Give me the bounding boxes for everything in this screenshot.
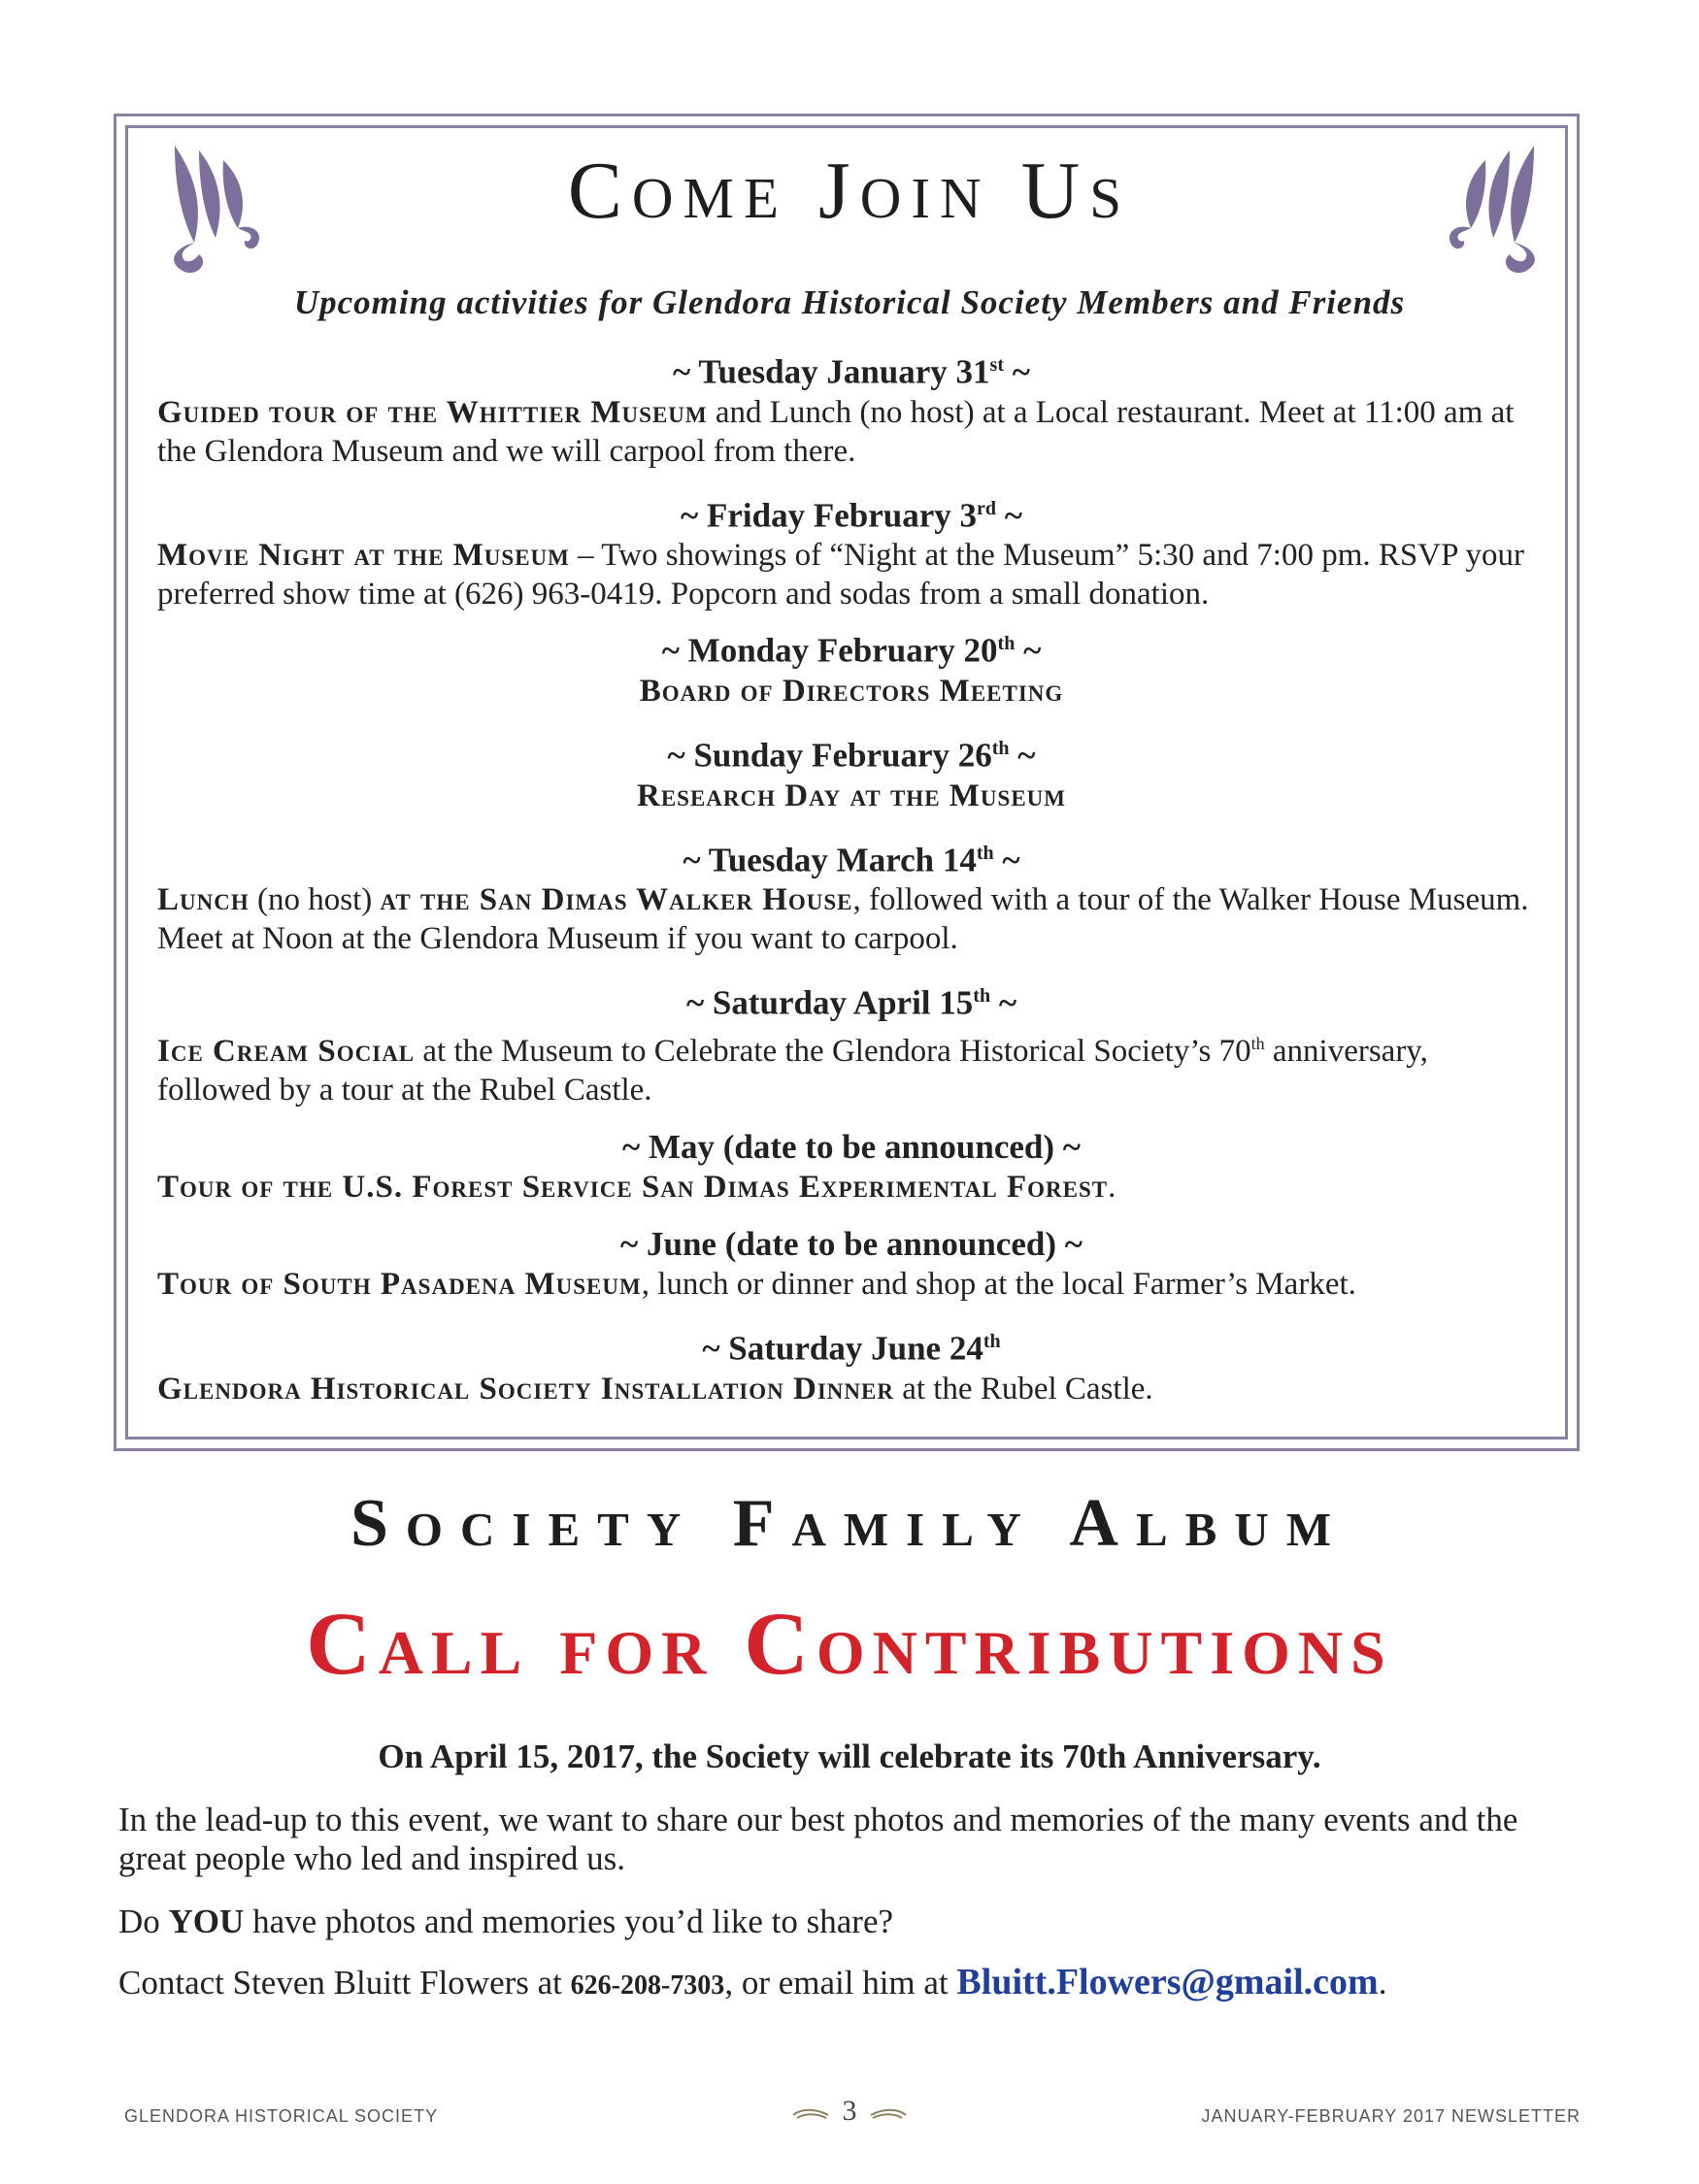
page-subtitle: Upcoming activities for Glendora Historical Society Members and Friends: [293, 283, 1406, 321]
event-item: [157, 1224, 1546, 1304]
event-item: [157, 728, 1546, 815]
album-heading: Society Family Album: [350, 1486, 1349, 1561]
event-date: ~ Tuesday January 31st ~: [673, 352, 1030, 391]
event-description: Tour of South Pasadena Museum, lunch or dinner and shop at the local Farmer’s Market.: [157, 1266, 1356, 1302]
event-item: [157, 833, 1546, 959]
event-date: ~ Friday February 3rd ~: [681, 496, 1022, 535]
event-item: [157, 623, 1546, 711]
event-description: Glendora Historical Society Installation Dinner at the Rubel Castle.: [157, 1371, 1153, 1406]
anniversary-statement: On April 15, 2017, the Society will celebrate its 70th Anniversary.: [378, 1737, 1321, 1775]
event-item: [157, 976, 1546, 1109]
footer-right: JANUARY-FEBRUARY 2017 NEWSLETTER: [1201, 2106, 1581, 2126]
event-date: ~ May (date to be announced) ~: [622, 1127, 1081, 1166]
contact-email-link[interactable]: Bluitt.Flowers@gmail.com: [956, 1962, 1379, 2002]
event-description: Research Day at the Museum: [637, 778, 1066, 813]
event-item: [157, 488, 1546, 614]
swirl-right-icon: [869, 2106, 908, 2124]
page-title: Come Join Us: [567, 146, 1132, 236]
event-date: ~ Tuesday March 14th ~: [683, 841, 1020, 879]
event-date: ~ Saturday June 24th: [702, 1329, 1001, 1368]
event-date: ~ Saturday April 15th ~: [685, 983, 1017, 1022]
event-item: [157, 1321, 1546, 1408]
event-description: Lunch (no host) at the San Dimas Walker House, followed with a tour of the Walker House Museum. Meet at Noon at the Glendora Museum if you want to carpool.: [157, 882, 1529, 957]
event-date: ~ Sunday February 26th ~: [667, 736, 1036, 775]
event-item: [157, 345, 1546, 471]
page-number: 3: [791, 2095, 908, 2134]
event-description: Movie Night at the Museum – Two showings of “Night at the Museum” 5:30 and 7:00 pm. RSVP your preferred show time at (626) 963-0419. Popcorn and sodas from a small donation.: [157, 538, 1524, 612]
events-list: [157, 345, 1546, 1426]
event-date: ~ Monday February 20th ~: [661, 631, 1042, 670]
event-description: Guided tour of the Whittier Museum and Lunch (no host) at a Local restaurant. Meet at 11:00 am at the Glendora Museum and we will carpool from there.: [157, 394, 1515, 469]
call-for-contributions-heading: Call for Contributions: [306, 1594, 1393, 1693]
contact-line: Contact Steven Bluitt Flowers at 626-208-7303, or email him at Bluitt.Flowers@gmail.com.: [118, 1962, 1387, 2002]
event-description: Ice Cream Social at the Museum to Celebrate the Glendora Historical Society’s 70th anniversary, followed by a tour at the Rubel Castle.: [157, 1033, 1428, 1108]
event-item: [157, 1127, 1546, 1207]
album-paragraph: In the lead-up to this event, we want to share our best photos and memories of the many events and the great people who led and inspired us.: [118, 1801, 1518, 1877]
event-description: Tour of the U.S. Forest Service San Dimas Experimental Forest.: [157, 1169, 1116, 1205]
event-description: Board of Directors Meeting: [639, 673, 1064, 709]
event-date: ~ June (date to be announced) ~: [620, 1224, 1083, 1263]
contact-phone: 626-208-7303: [570, 1970, 725, 2001]
album-question: Do YOU have photos and memories you’d like to share?: [118, 1903, 894, 1940]
footer-left: GLENDORA HISTORICAL SOCIETY: [124, 2106, 439, 2126]
swirl-left-icon: [791, 2106, 830, 2124]
